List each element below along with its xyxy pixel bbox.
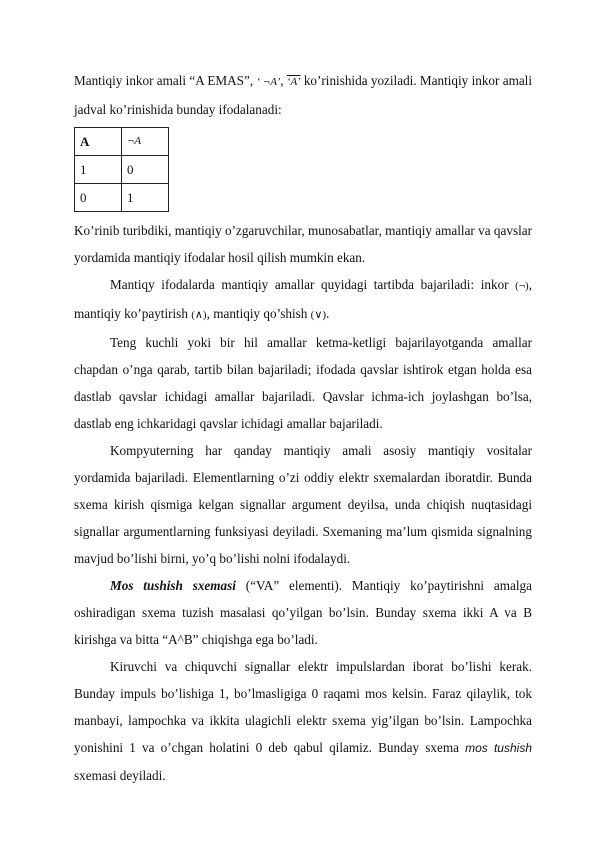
term-mos-tushish: mos tushish [465,741,532,755]
table-header-cell: ¬A [122,128,169,156]
or-symbol: (∨) [310,309,327,321]
intro-block [74,67,532,212]
paragraph-1: Ko’rinib turibdiki, mantiqiy o’zgaruvchilar, munosabatlar, mantiqiy amallar va qavslar yordamida mantiqiy ifodalar hosil qilish mumkin ekan. [74,223,532,265]
term-mos-tushish-sxemasi: Mos tushish sxemasi [110,578,236,593]
and-symbol: (∧) [191,309,207,321]
table-cell: 0 [75,184,122,212]
table-row [75,184,169,212]
table-cell: 1 [122,184,169,212]
table-header-row [75,128,169,156]
table-cell: 0 [122,156,169,184]
paragraph-6: Kiruvchi va chiquvchi signallar elektr impulslardan iborat bo’lishi kerak. Bunday impuls bo’lishiga 1, bo’lmasligiga 0 raqami mos kelsin. Faraz qilaylik, tok manbayi, lampochka va ikkita ulagichli elektr sxema yig’ilgan bo’lsin. Lampochka yonishini 1 va o’chgan holatini 0 deb qabul qilamiz. Bunday sxema mos tushish sxemasi deyiladi. [74,659,532,783]
overline-notation: ‘A’ [286,76,301,88]
negation-notation: ‘ ¬A’ [256,76,281,88]
intro-paragraph: Mantiqiy inkor amali “A EMAS”, ‘ ¬A’, ‘A’ ko’rinishida yoziladi. Mantiqiy inkor amali jadval ko’rinishida bunday ifodalanadi: [74,73,533,117]
truth-table [74,127,169,212]
not-symbol: (¬) [515,280,529,292]
paragraph-5: Mos tushish sxemasi (“VA” elementi). Mantiqiy ko’paytirishni amalga oshiradigan sxema tuzish masalasi qo’yilgan bo’lsin. Bunday sxema ikki A va B kirishga va bitta “A^B” chiqishga ega bo’ladi. [74,578,532,647]
table-cell: 1 [75,156,122,184]
table-header-cell: A [75,128,122,156]
paragraph-2: Mantiqy ifodalarda mantiqiy amallar quyidagi tartibda bajariladi: inkor (¬), mantiqiy ko’paytirish (∧), mantiqiy qo’shish (∨). [74,277,532,321]
body-text [74,217,532,789]
paragraph-4: Kompyuterning har qanday mantiqiy amali asosiy mantiqiy vositalar yordamida bajariladi. Elementlarning o’zi oddiy elektr sxemalardan iboratdir. Bunda sxema kirish qismiga kelgan signallar argument deyilsa, unda chiqish nuqtasidagi signallar argumentlarning funksiyasi deyiladi. Sxemaning ma’lum qismida signalning mavjud bo’lishi birni, yo’q bo’lishi nolni ifodalaydi. [74,443,532,566]
table-row [75,156,169,184]
paragraph-3: Teng kuchli yoki bir hil amallar ketma-ketligi bajarilayotganda amallar chapdan o’nga qarab, tartib bilan bajariladi; ifodada qavslar ishtirok etgan holda esa dastlab qavslar ichidagi amallar bajariladi. Qavslar ichma-ich joylashgan bo’lsa, dastlab eng ichkaridagi qavslar ichidagi amallar bajariladi. [74,335,532,431]
